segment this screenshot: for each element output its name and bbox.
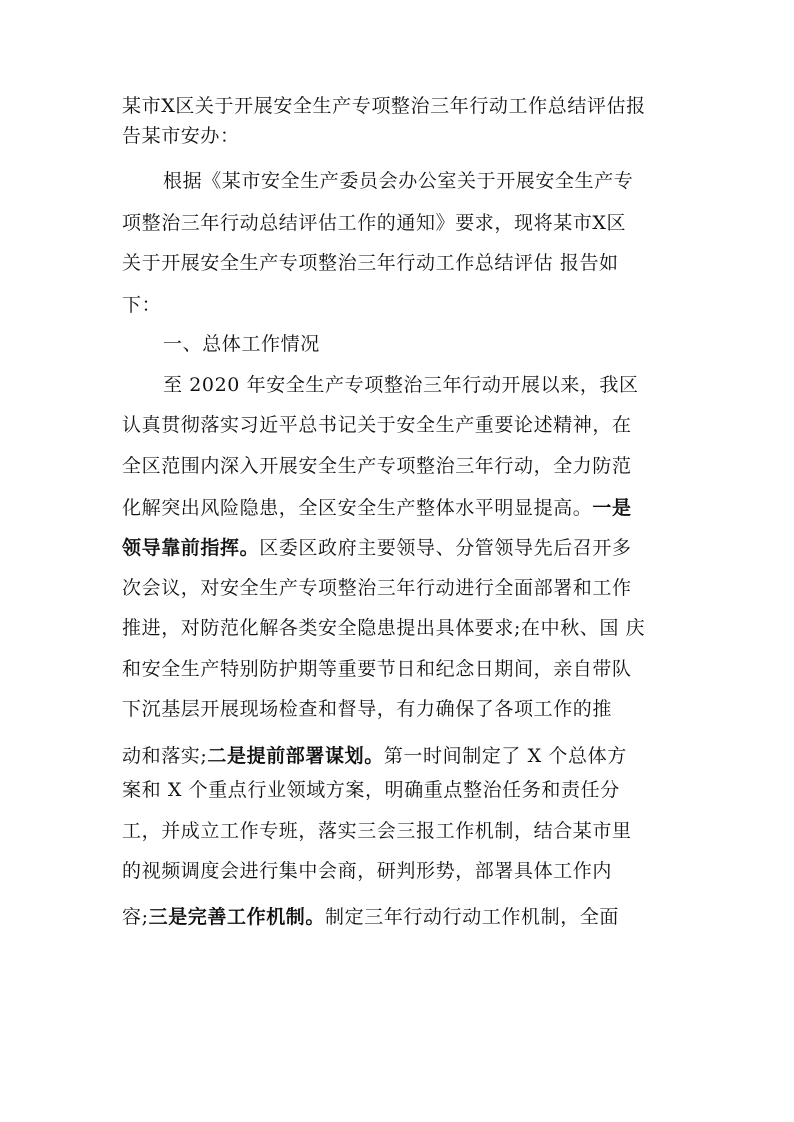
title-line-1: 某市X区关于开展安全生产专项整治三年行动工作总结评估报 <box>122 95 646 117</box>
body-line-5 <box>122 535 632 561</box>
body-line-10 <box>122 743 627 769</box>
body-line-4-text: 化解突出风险隐患，全区安全生产整体水平明显提高。 <box>122 497 593 519</box>
intro-line-4: 下： <box>122 294 162 316</box>
intro-line-1: 根据《某市安全生产委员会办公室关于开展安全生产专 <box>163 170 634 192</box>
body-line-14 <box>122 904 619 930</box>
body-line-13: 的视频调度会进行集中会商，研判形势，部署具体工作内 <box>122 860 613 882</box>
body-line-7: 推进，对防范化解各类安全隐患提出具体要求;在中秋、国 庆 <box>122 617 646 639</box>
body-line-2: 认真贯彻落实习近平总书记关于安全生产重要论述精神，在 <box>122 414 632 436</box>
bold-point-3: 三是完善工作机制。 <box>148 906 326 928</box>
body-line-10-suffix: 第一时间制定了 X 个总体方 <box>383 745 627 767</box>
body-line-6: 次会议，对安全生产专项整治三年行动进行全面部署和工作 <box>122 577 632 599</box>
bold-point-2: 二是提前部署谋划。 <box>207 745 384 767</box>
bold-point-1b: 领导靠前指挥。 <box>122 537 260 559</box>
section-heading: 一、总体工作情况 <box>163 333 320 355</box>
intro-line-3: 关于开展安全生产专项整治三年行动工作总结评估 报告如 <box>122 252 619 274</box>
body-line-8: 和安全生产特别防护期等重要节日和纪念日期间，亲自带队 <box>122 658 632 680</box>
body-line-1: 至 2020 年安全生产专项整治三年行动开展以来，我区 <box>163 374 639 396</box>
body-line-9: 下沉基层开展现场检查和督导，有力确保了各项工作的推 <box>122 698 613 720</box>
body-line-4 <box>122 495 632 521</box>
intro-line-2: 项整治三年行动总结评估工作的通知》要求，现将某市X区 <box>122 212 627 234</box>
body-line-11: 案和 X 个重点行业领域方案，明确重点整治任务和责任分 <box>122 779 620 801</box>
body-line-5-text: 区委区政府主要领导、分管领导先后召开多 <box>259 537 632 559</box>
body-line-12: 工，并成立工作专班，落实三会三报工作机制，结合某市里 <box>122 820 632 842</box>
bold-point-1a: 一是 <box>592 497 632 519</box>
body-line-3: 全区范围内深入开展安全生产专项整治三年行动，全力防范 <box>122 455 632 477</box>
title-line-2: 告某市安办： <box>122 125 240 147</box>
body-line-14-prefix: 容; <box>122 906 149 928</box>
body-line-14-suffix: 制定三年行动行动工作机制，全面 <box>325 906 620 928</box>
body-line-10-prefix: 动和落实; <box>122 745 208 767</box>
